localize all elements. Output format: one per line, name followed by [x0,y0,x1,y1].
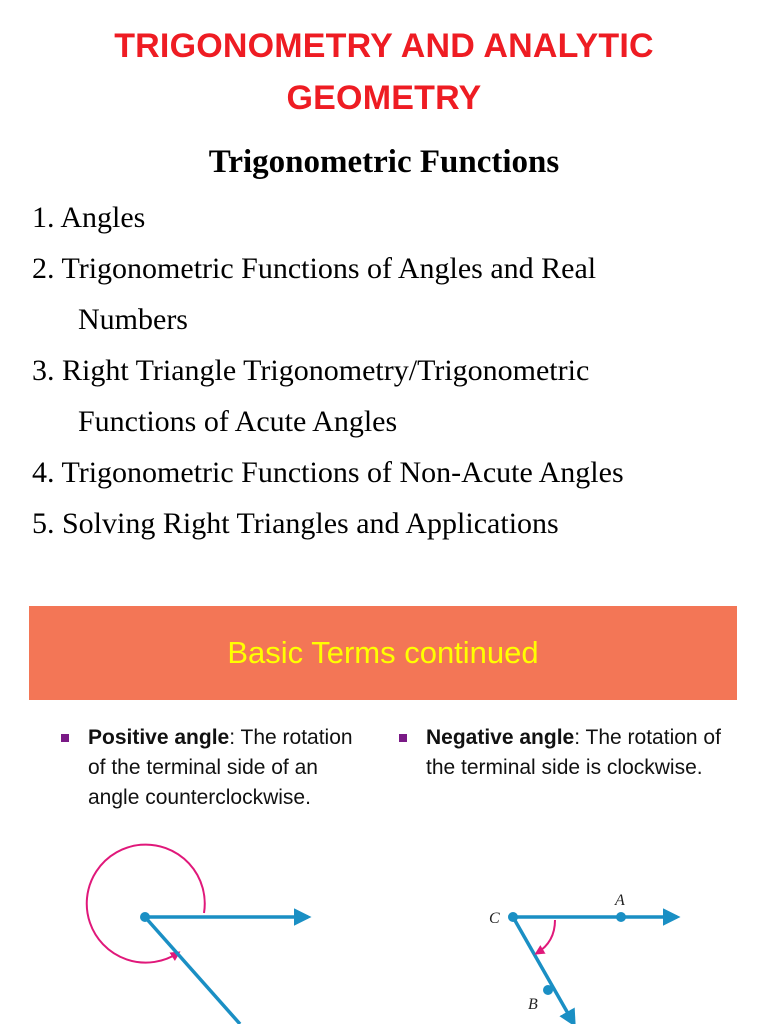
topic-line: 4. Trigonometric Functions of Non-Acute Angles [32,456,624,489]
topic-line-continued: Numbers [78,303,188,336]
label-c: C [489,910,500,927]
subtitle: Trigonometric Functions [208,144,560,180]
bullet-term: Positive angle [88,726,230,749]
positive-angle-bullet [88,723,368,813]
topic-item [0,243,768,345]
negative-angle-bullet [426,723,726,783]
terminal-side-ray [145,917,240,1024]
square-bullet-icon [61,734,69,742]
banner-title: Basic Terms continued [227,635,539,670]
topic-line: 2. Trigonometric Functions of Angles and Real [32,252,597,285]
topic-item [0,498,768,549]
title-line-2: GEOMETRY [286,79,482,117]
positive-angle-diagram [87,845,308,1024]
topic-list [0,192,768,549]
bullet-text: : The rotation of the terminal side is clockwise. [426,726,721,779]
negative-angle-diagram [489,892,677,1024]
topic-line: 1. Angles [32,201,146,234]
point-c [508,912,518,922]
square-bullet-icon [399,734,407,742]
topic-item [0,447,768,498]
label-b: B [528,996,538,1013]
counterclockwise-arc [87,845,205,963]
vertex-point [140,912,150,922]
topic-item [0,192,768,243]
topic-line: 5. Solving Right Triangles and Applications [32,507,559,540]
section-banner [29,606,737,700]
label-a: A [615,892,625,909]
topic-line: 3. Right Triangle Trigonometry/Trigonometric [32,354,590,387]
angle-diagrams [0,840,768,1024]
terminal-side-ray [513,917,574,1024]
bullet-text: : The rotation of the terminal side of an angle counterclockwise. [88,726,353,809]
point-a [616,912,626,922]
topic-line-continued: Functions of Acute Angles [78,405,398,438]
bullet-term: Negative angle [426,726,575,749]
point-b [543,985,553,995]
topic-item [0,345,768,447]
title-line-1: TRIGONOMETRY AND ANALYTIC [114,27,654,65]
clockwise-arc [537,920,555,953]
